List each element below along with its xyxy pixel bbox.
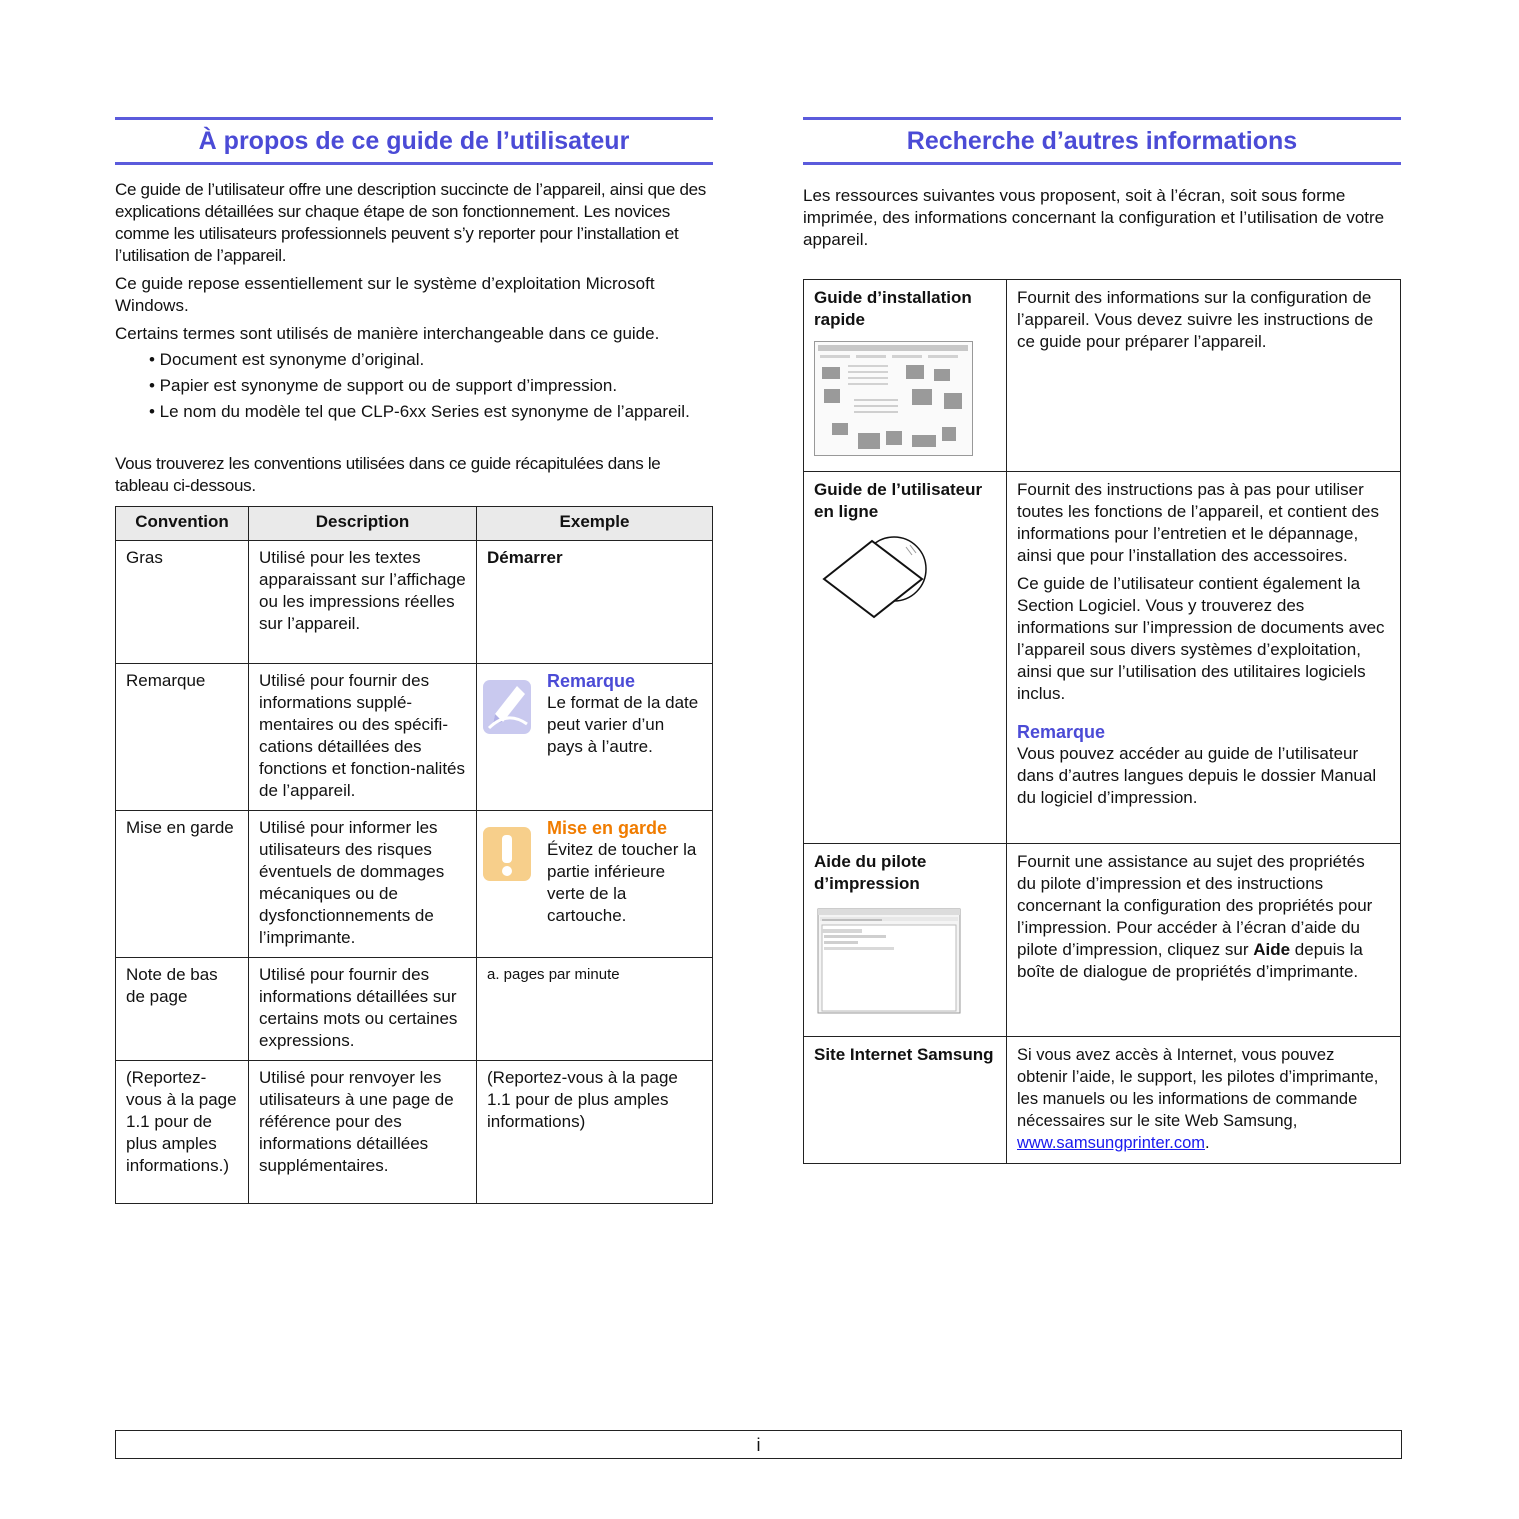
quick-guide-thumbnail-icon xyxy=(814,341,994,463)
convention-cell: Remarque xyxy=(116,664,249,811)
resource-desc-cell: Fournit des informations sur la configuration de l’appareil. Vous devez suivre les instructions de ce guide pour préparer l’appareil. xyxy=(1007,280,1401,472)
note-icon xyxy=(481,670,539,758)
table-row xyxy=(804,1037,1401,1164)
intro-paragraph: Ce guide repose essentiellement sur le système d’exploitation Microsoft Windows. xyxy=(115,274,655,315)
convention-cell: Note de bas de page xyxy=(116,958,249,1061)
table-intro: Vous trouverez les conventions utilisées dans ce guide récapitulées dans le tableau ci-dessous. xyxy=(115,454,661,495)
resource-label: Guide de l’utilisateur en ligne xyxy=(814,480,983,521)
note-title: Remarque xyxy=(1017,722,1106,742)
example-cell xyxy=(477,541,713,664)
driver-help-screenshot-icon xyxy=(814,905,994,1023)
table-row xyxy=(116,811,713,958)
table-row xyxy=(804,844,1401,1037)
example-cell xyxy=(477,664,713,811)
resource-label-cell xyxy=(804,472,1007,844)
resource-label-cell xyxy=(804,844,1007,1037)
table-row xyxy=(804,472,1401,844)
resource-label: Guide d’installation rapide xyxy=(814,288,972,329)
convention-cell: Gras xyxy=(116,541,249,664)
resource-label-cell xyxy=(804,1037,1007,1164)
page-footer xyxy=(115,1430,1402,1459)
resource-label-cell xyxy=(804,280,1007,472)
description-cell: Utilisé pour fournir des informations supplé-mentaires ou des spécifi-cations détaillées des fonctions et fonction-nalités de l’appareil. xyxy=(249,664,477,811)
resource-desc: . xyxy=(1205,1134,1210,1152)
note-title: Remarque xyxy=(547,671,636,691)
description-cell: Utilisé pour les textes apparaissant sur l’affichage ou les impressions réelles sur l’appareil. xyxy=(249,541,477,664)
resource-label: Site Internet Samsung xyxy=(814,1045,994,1064)
resource-desc: depuis la boîte de dialogue de propriétés d’imprimante. xyxy=(1017,940,1363,981)
resource-desc: Si vous avez accès à Internet, vous pouvez obtenir l’aide, le support, les pilotes d’imprimante, les manuels ou les informations de commande nécessaires sur le site Web Samsung, xyxy=(1017,1046,1379,1130)
right-column xyxy=(803,117,1401,1164)
convention-cell: Mise en garde xyxy=(116,811,249,958)
resource-label: Aide du pilote d’impression xyxy=(814,852,927,893)
example-cell: (Reportez-vous à la page 1.1 pour de plus amples informations) xyxy=(477,1061,713,1204)
column-header: Description xyxy=(249,507,477,541)
resource-desc-cell xyxy=(1007,844,1401,1037)
caution-text: Évitez de toucher la partie inférieure verte de la cartouche. xyxy=(547,840,697,925)
intro-paragraph: Certains termes sont utilisés de manière interchangeable dans ce guide. xyxy=(115,324,660,343)
table-row xyxy=(116,1061,713,1204)
resource-desc: Fournit une assistance au sujet des propriétés du pilote d’impression et des instructions concernant la configuration des propriétés pour l’impression. Pour accéder à l’écran d’aide du pilote d’impression, cliquez sur xyxy=(1017,852,1373,959)
convention-cell: (Reportez-vous à la page 1.1 pour de plus amples informations.) xyxy=(116,1061,249,1204)
resource-desc: Ce guide de l’utilisateur contient également la Section Logiciel. Vous y trouverez des informations sur l’impression de documents avec l’appareil sous divers systèmes d’exploitation, ainsi que sur l’utilisation des utilitaires logiciels inclus. xyxy=(1017,574,1385,703)
note-text: Le format de la date peut varier d’un pays à l’autre. xyxy=(547,693,699,756)
example-bold-text: Démarrer xyxy=(487,548,563,567)
description-cell: Utilisé pour informer les utilisateurs des risques éventuels de dommages mécaniques ou de dysfonctionnements de l’imprimante. xyxy=(249,811,477,958)
bullet-item: • Document est synonyme d’original. xyxy=(149,350,425,369)
resources-intro: Les ressources suivantes vous proposent, soit à l’écran, soit sous forme imprimée, des informations concernant la configuration et l’utilisation de votre appareil. xyxy=(803,186,1385,249)
example-cell xyxy=(477,811,713,958)
example-cell: a. pages par minute xyxy=(477,958,713,1061)
left-column xyxy=(115,117,713,1204)
resources-table xyxy=(803,279,1401,1164)
note-text: Vous pouvez accéder au guide de l’utilisateur dans d’autres langues depuis le dossier Manual du logiciel d’impression. xyxy=(1017,744,1377,807)
section-heading-about: À propos de ce guide de l’utilisateur xyxy=(115,117,713,165)
table-row xyxy=(116,958,713,1061)
bullet-list xyxy=(115,349,713,423)
resource-desc-cell xyxy=(1007,1037,1401,1164)
caution-title: Mise en garde xyxy=(547,818,668,838)
table-row xyxy=(116,541,713,664)
resource-desc: Fournit des instructions pas à pas pour utiliser toutes les fonctions de l’appareil, et contient des informations pour l’entretien et le dépannage, ainsi que pour l’installation des accessoires. xyxy=(1017,480,1379,565)
aide-bold: Aide xyxy=(1253,940,1291,959)
caution-icon xyxy=(481,817,539,927)
cd-icon xyxy=(814,533,994,629)
column-header: Exemple xyxy=(477,507,713,541)
table-header-row xyxy=(116,507,713,541)
bullet-item: • Le nom du modèle tel que CLP-6xx Series est synonyme de l’appareil. xyxy=(149,402,690,421)
section-heading-more-info: Recherche d’autres informations xyxy=(803,117,1401,165)
intro-paragraph: Ce guide de l’utilisateur offre une description succincte de l’appareil, ainsi que des explications détaillées sur chaque étape de son fonctionnement. Les novices comme les utilisateurs professionnels peuvent s’y reporter pour l’installation et l’utilisation de l’appareil. xyxy=(115,180,706,265)
conventions-table xyxy=(115,506,713,1204)
description-cell: Utilisé pour renvoyer les utilisateurs à une page de référence pour des informations détaillées supplémentaires. xyxy=(249,1061,477,1204)
bullet-item: • Papier est synonyme de support ou de support d’impression. xyxy=(149,376,618,395)
page-number: i xyxy=(756,1435,761,1455)
description-cell: Utilisé pour fournir des informations détaillées sur certains mots ou certaines expressions. xyxy=(249,958,477,1061)
samsung-website-link[interactable]: www.samsungprinter.com xyxy=(1017,1134,1205,1152)
resource-desc-cell xyxy=(1007,472,1401,844)
table-row xyxy=(804,280,1401,472)
table-row xyxy=(116,664,713,811)
column-header: Convention xyxy=(116,507,249,541)
